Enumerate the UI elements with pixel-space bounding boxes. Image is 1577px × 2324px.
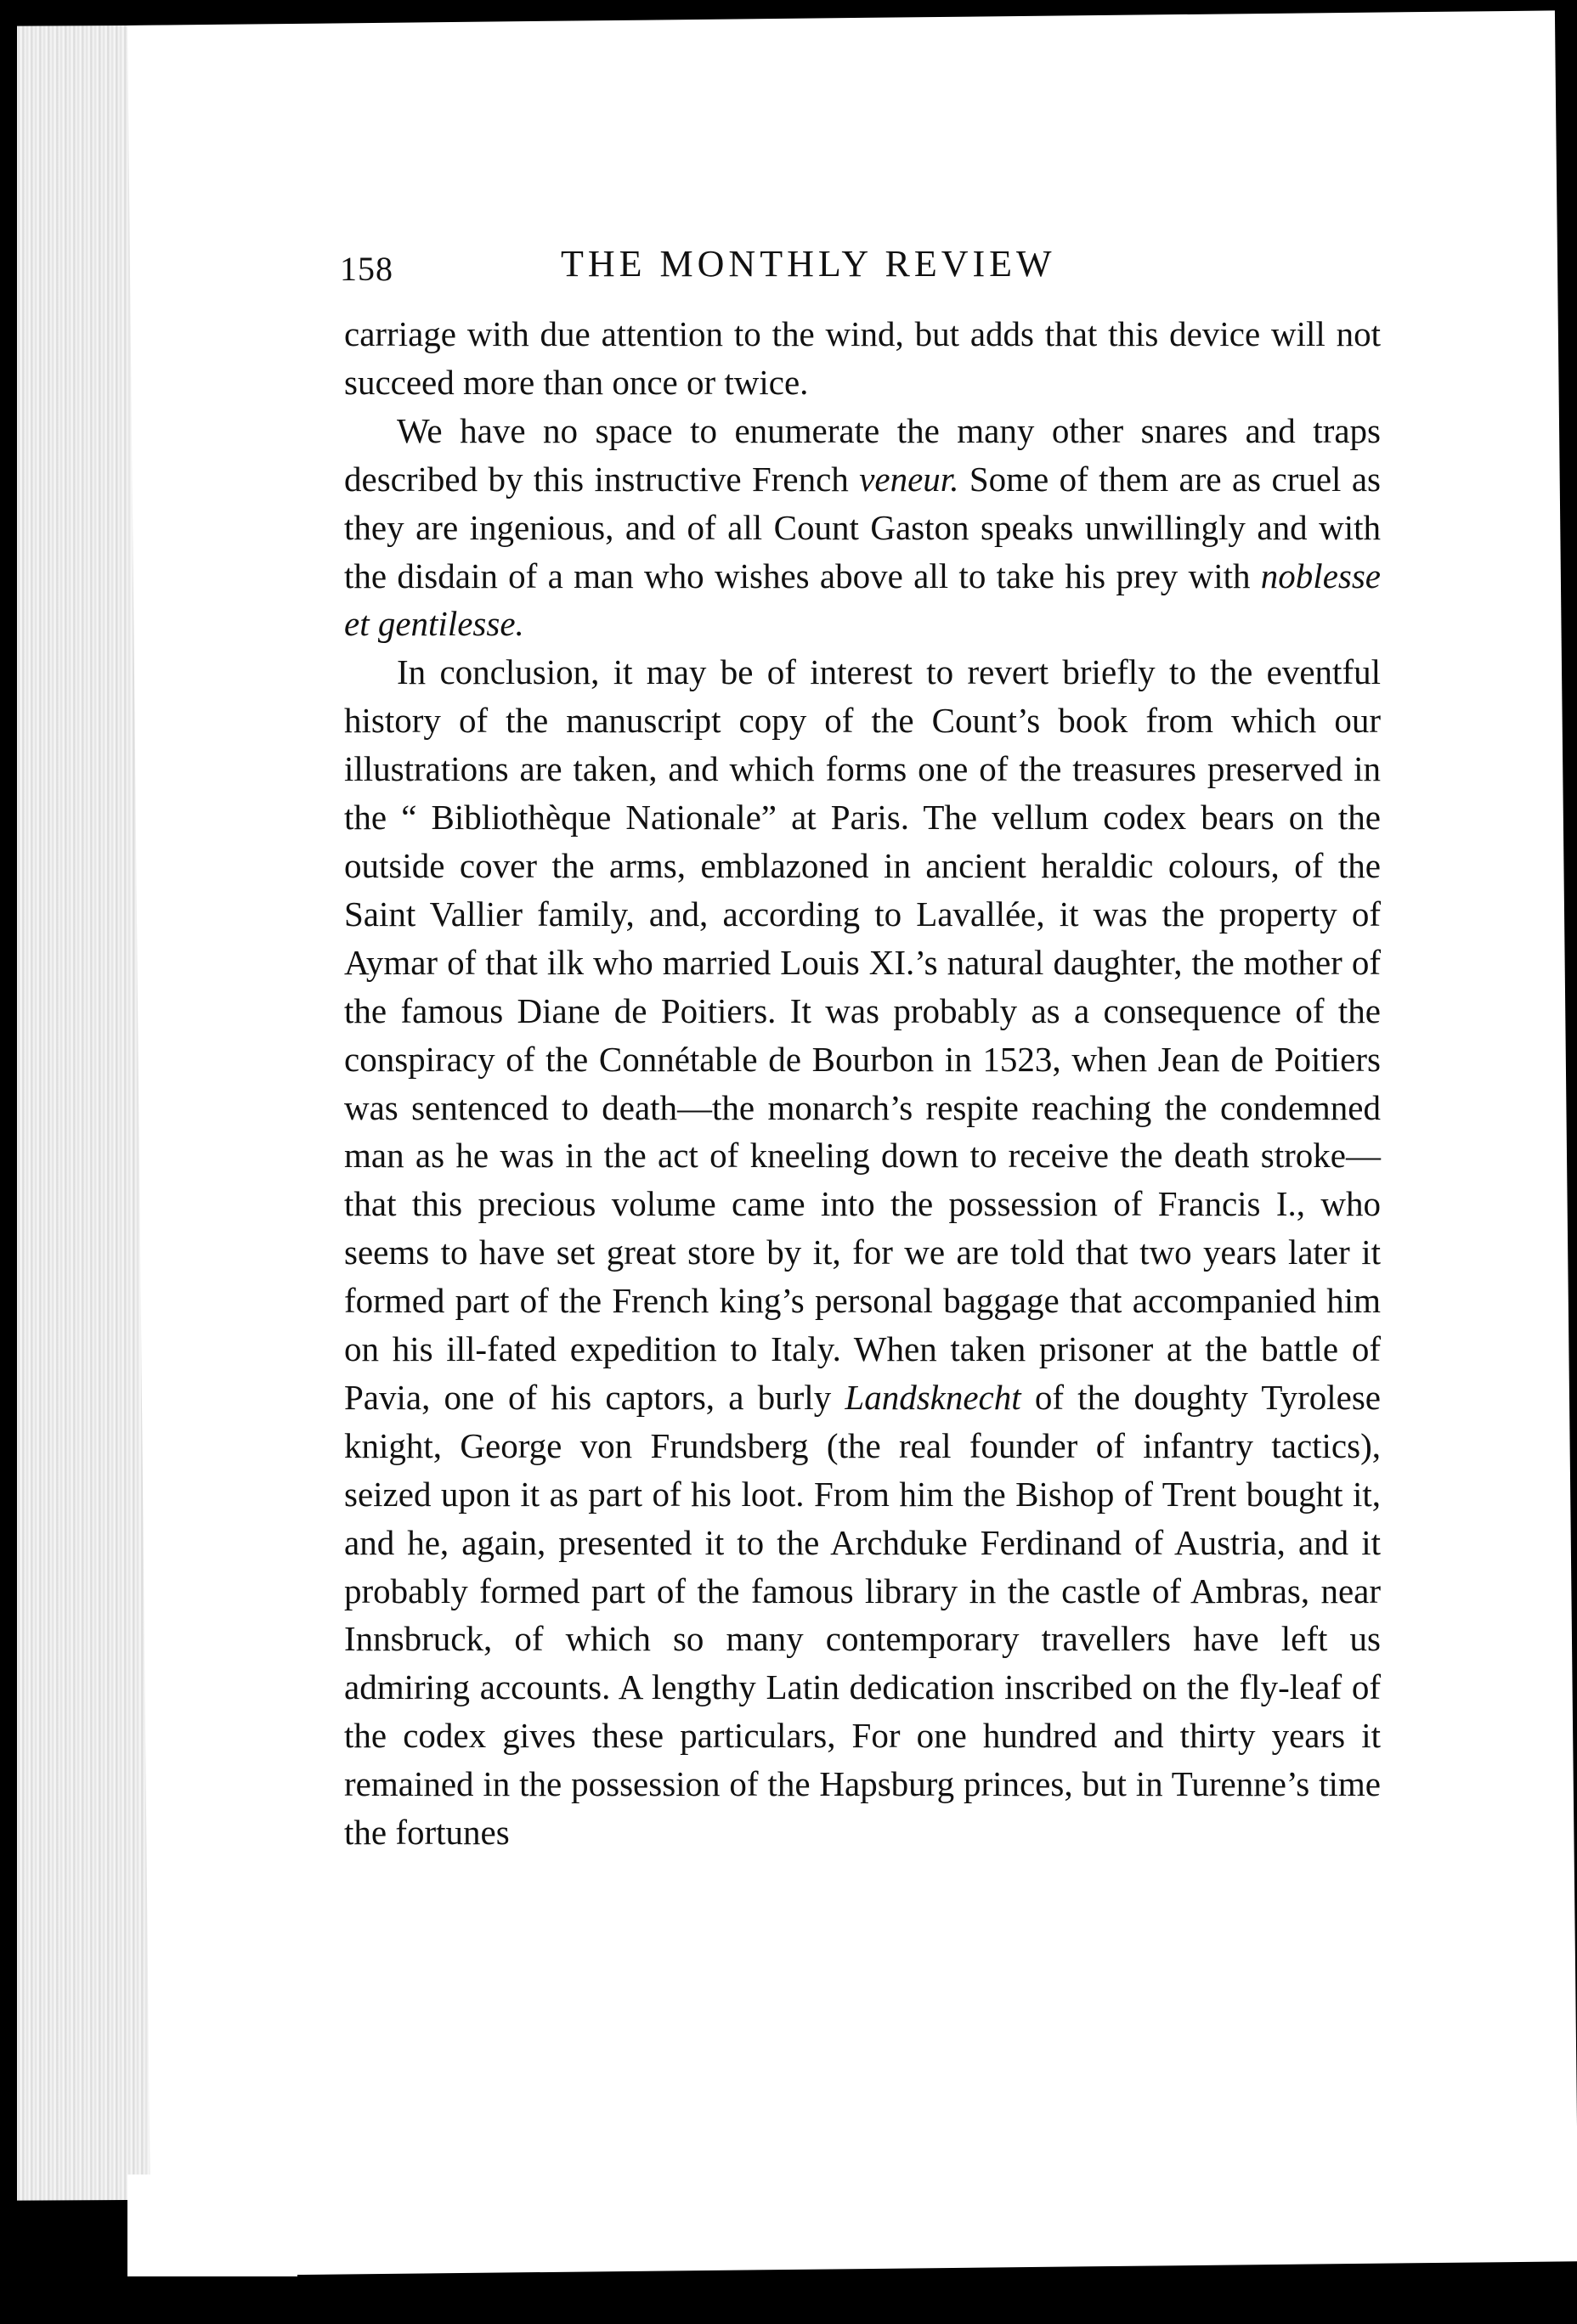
text-run: We have no space to enumerate the many other snares and traps described by this instructive French [344,410,1381,499]
page-number: 158 [340,250,393,288]
page-corner [127,2175,297,2276]
text-run: Some of them are as cruel as they are ingenious, and of all Count Gaston speaks unwillingly and with the disdain of a man who wishes above all to take his prey with [344,459,1381,595]
italic-term: Landsknecht [845,1377,1021,1417]
text-run: of the doughty Tyrolese knight, George von Frundsberg (the real founder of infantry tactics), seized upon it as part of his loot. From him the Bishop of Trent bought it, and he, again, presented it to the Archduke Ferdinand of Austria, and it probably formed part of the famous library in the castle of Ambras, near Innsbruck, of which so many contemporary travellers have left us admiring accounts. A lengthy Latin dedication inscribed on the fly-leaf of the codex gives these particulars, For one hundred and thirty years it remained in the possession of the Hapsburg princes, but in Turenne’s time the fortunes [344,1377,1381,1853]
paragraph [344,310,1381,407]
journal-title: THE MONTHLY REVIEW [561,243,1056,285]
paragraph [344,648,1381,1857]
paragraph [344,407,1381,649]
italic-term: veneur. [859,459,959,499]
italic-term: noblesse et gentilesse. [344,556,1381,644]
running-head [340,242,1258,302]
article-body [344,310,1381,1857]
text-run: In conclusion, it may be of interest to revert briefly to the eventful history of the manuscript copy of the Count’s book from which our illustrations are taken, and which forms one of the treasures preserved in the “ Bibliothèque Nationale” at Paris. The vellum codex bears on the outside cover the arms, emblazoned in ancient heraldic colours, of the Saint Vallier family, and, according to Lavallée, it was the property of Aymar of that ilk who married Louis XI.’s natural daughter, the mother of the famous Diane de Poitiers. It was probably as a consequence of the conspiracy of the Connétable de Bourbon in 1523, when Jean de Poitiers was sentenced to death—the monarch’s respite reaching the condemned man as he was in the act of kneeling down to receive the death stroke—that this precious volume came into the possession of Francis I., who seems to have set great store by it, for we are told that two years later it formed part of the French king’s personal baggage that accompanied him on his ill-fated expedition to Italy. When taken prisoner at the battle of Pavia, one of his captors, a burly [344,652,1381,1417]
text-run: carriage with due attention to the wind, but adds that this device will not succeed more than once or twice. [344,314,1381,402]
